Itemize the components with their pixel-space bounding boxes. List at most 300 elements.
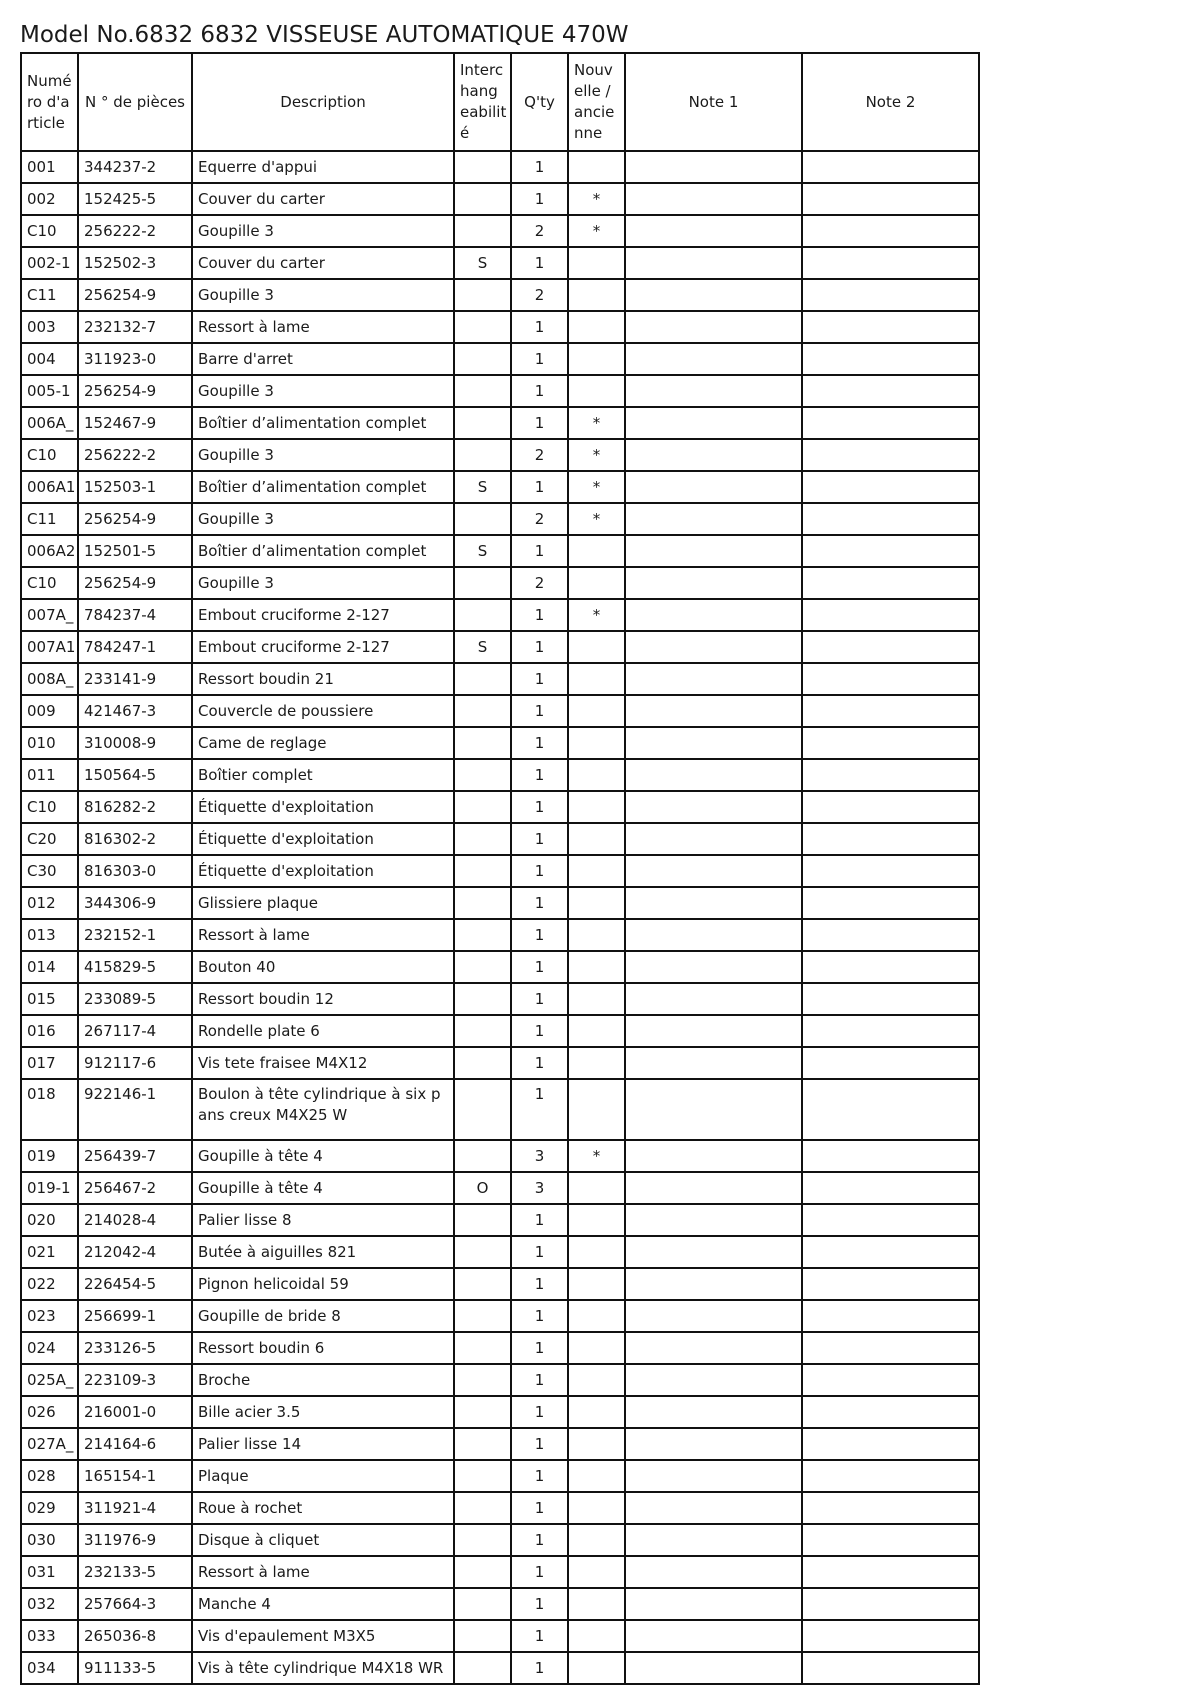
cell-description: Étiquette d'exploitation [192,855,454,887]
cell-interchangeability [454,1015,511,1047]
cell-note-1 [625,311,802,343]
parts-table-body [21,151,979,1684]
cell-item-no: 009 [21,695,78,727]
cell-description: Broche [192,1364,454,1396]
table-row [21,759,979,791]
cell-description: Embout cruciforme 2-127 [192,631,454,663]
cell-item-no: 006A2 [21,535,78,567]
cell-note-2 [802,1396,979,1428]
cell-description: Ressort boudin 21 [192,663,454,695]
cell-description: Vis à tête cylindrique M4X18 WR [192,1652,454,1684]
cell-note-1 [625,407,802,439]
table-row [21,1524,979,1556]
table-row [21,1079,979,1140]
cell-description: Ressort boudin 6 [192,1332,454,1364]
table-row [21,1140,979,1172]
cell-qty: 1 [511,599,568,631]
cell-description: Barre d'arret [192,343,454,375]
cell-item-no: C10 [21,567,78,599]
cell-interchangeability [454,279,511,311]
cell-note-1 [625,1492,802,1524]
cell-note-2 [802,1588,979,1620]
header-interchangeability: Interc hang eabilit é [454,53,511,151]
cell-interchangeability [454,311,511,343]
cell-part-no: 816303-0 [78,855,192,887]
cell-qty: 1 [511,695,568,727]
cell-new-old [568,983,625,1015]
cell-interchangeability [454,1556,511,1588]
cell-interchangeability [454,823,511,855]
cell-new-old [568,1492,625,1524]
cell-note-1 [625,823,802,855]
table-row [21,375,979,407]
cell-item-no: 031 [21,1556,78,1588]
cell-note-1 [625,1140,802,1172]
cell-interchangeability [454,343,511,375]
cell-interchangeability [454,1396,511,1428]
table-row [21,1172,979,1204]
cell-part-no: 256699-1 [78,1300,192,1332]
cell-description: Couver du carter [192,247,454,279]
cell-description: Equerre d'appui [192,151,454,183]
cell-note-1 [625,1588,802,1620]
cell-new-old [568,1015,625,1047]
table-row [21,215,979,247]
cell-note-2 [802,567,979,599]
cell-description: Plaque [192,1460,454,1492]
cell-note-1 [625,1652,802,1684]
page-title: Model No.6832 6832 VISSEUSE AUTOMATIQUE 470W [20,22,629,48]
cell-part-no: 256467-2 [78,1172,192,1204]
cell-description: Ressort à lame [192,311,454,343]
cell-note-1 [625,727,802,759]
cell-qty: 1 [511,1524,568,1556]
cell-part-no: 256222-2 [78,439,192,471]
cell-new-old [568,1652,625,1684]
cell-note-2 [802,375,979,407]
table-row [21,727,979,759]
cell-part-no: 214028-4 [78,1204,192,1236]
cell-note-2 [802,439,979,471]
cell-note-2 [802,727,979,759]
cell-new-old [568,855,625,887]
cell-qty: 1 [511,1652,568,1684]
cell-note-1 [625,151,802,183]
table-row [21,919,979,951]
cell-new-old [568,631,625,663]
cell-part-no: 165154-1 [78,1460,192,1492]
cell-item-no: 013 [21,919,78,951]
cell-interchangeability: S [454,471,511,503]
cell-item-no: 005-1 [21,375,78,407]
table-row [21,183,979,215]
cell-note-1 [625,375,802,407]
cell-note-1 [625,887,802,919]
cell-note-2 [802,1015,979,1047]
cell-qty: 1 [511,1492,568,1524]
cell-note-1 [625,503,802,535]
cell-note-1 [625,1396,802,1428]
cell-item-no: 023 [21,1300,78,1332]
cell-note-1 [625,695,802,727]
cell-qty: 2 [511,503,568,535]
table-row [21,535,979,567]
cell-part-no: 226454-5 [78,1268,192,1300]
cell-note-1 [625,1015,802,1047]
cell-item-no: C30 [21,855,78,887]
cell-note-1 [625,1620,802,1652]
cell-note-1 [625,791,802,823]
cell-note-2 [802,1524,979,1556]
table-row [21,791,979,823]
cell-new-old [568,1079,625,1140]
table-row [21,439,979,471]
cell-interchangeability [454,855,511,887]
cell-note-2 [802,471,979,503]
cell-note-2 [802,215,979,247]
cell-note-1 [625,951,802,983]
cell-new-old [568,663,625,695]
cell-part-no: 421467-3 [78,695,192,727]
cell-note-1 [625,1556,802,1588]
cell-item-no: 003 [21,311,78,343]
cell-qty: 1 [511,1460,568,1492]
parts-table [20,52,980,1685]
cell-item-no: 001 [21,151,78,183]
cell-note-2 [802,151,979,183]
cell-part-no: 784237-4 [78,599,192,631]
cell-description: Roue à rochet [192,1492,454,1524]
cell-new-old [568,151,625,183]
cell-interchangeability [454,791,511,823]
cell-part-no: 912117-6 [78,1047,192,1079]
cell-item-no: 007A_ [21,599,78,631]
cell-note-2 [802,311,979,343]
cell-note-2 [802,279,979,311]
cell-item-no: 033 [21,1620,78,1652]
cell-interchangeability [454,1236,511,1268]
table-row [21,1620,979,1652]
cell-qty: 1 [511,887,568,919]
cell-note-1 [625,1172,802,1204]
cell-note-1 [625,439,802,471]
cell-interchangeability [454,1079,511,1140]
cell-item-no: 028 [21,1460,78,1492]
cell-interchangeability [454,1524,511,1556]
table-row [21,279,979,311]
cell-new-old [568,1236,625,1268]
cell-new-old [568,1556,625,1588]
cell-part-no: 344237-2 [78,151,192,183]
cell-note-1 [625,663,802,695]
cell-description: Boîtier d’alimentation complet [192,535,454,567]
cell-note-2 [802,183,979,215]
cell-note-2 [802,1556,979,1588]
cell-qty: 3 [511,1172,568,1204]
table-row [21,951,979,983]
cell-note-2 [802,599,979,631]
cell-item-no: 010 [21,727,78,759]
cell-item-no: 002-1 [21,247,78,279]
cell-note-1 [625,1204,802,1236]
cell-note-1 [625,1300,802,1332]
cell-description: Goupille 3 [192,503,454,535]
table-row [21,823,979,855]
cell-new-old [568,1300,625,1332]
cell-description: Glissiere plaque [192,887,454,919]
cell-part-no: 232133-5 [78,1556,192,1588]
cell-part-no: 152501-5 [78,535,192,567]
cell-part-no: 816302-2 [78,823,192,855]
cell-description: Ressort à lame [192,1556,454,1588]
cell-new-old [568,791,625,823]
header-note-2: Note 2 [802,53,979,151]
cell-note-1 [625,855,802,887]
cell-item-no: 026 [21,1396,78,1428]
cell-item-no: 018 [21,1079,78,1140]
cell-part-no: 232152-1 [78,919,192,951]
cell-note-2 [802,503,979,535]
cell-new-old [568,1364,625,1396]
cell-interchangeability [454,151,511,183]
cell-note-1 [625,1047,802,1079]
cell-qty: 1 [511,407,568,439]
cell-part-no: 265036-8 [78,1620,192,1652]
cell-item-no: 012 [21,887,78,919]
cell-qty: 2 [511,567,568,599]
cell-note-2 [802,1079,979,1140]
cell-part-no: 310008-9 [78,727,192,759]
cell-description: Butée à aiguilles 821 [192,1236,454,1268]
cell-qty: 1 [511,375,568,407]
cell-new-old [568,1172,625,1204]
table-row [21,1332,979,1364]
cell-part-no: 311923-0 [78,343,192,375]
table-row [21,471,979,503]
cell-qty: 1 [511,343,568,375]
cell-note-1 [625,343,802,375]
cell-item-no: C10 [21,791,78,823]
table-row [21,1460,979,1492]
cell-description: Came de reglage [192,727,454,759]
cell-qty: 1 [511,151,568,183]
cell-qty: 1 [511,183,568,215]
cell-part-no: 216001-0 [78,1396,192,1428]
cell-part-no: 233126-5 [78,1332,192,1364]
table-row [21,343,979,375]
cell-interchangeability [454,215,511,247]
cell-part-no: 311976-9 [78,1524,192,1556]
table-row [21,663,979,695]
table-row [21,1268,979,1300]
cell-interchangeability [454,183,511,215]
cell-note-2 [802,1332,979,1364]
cell-interchangeability [454,983,511,1015]
cell-interchangeability [454,1300,511,1332]
cell-note-1 [625,471,802,503]
cell-interchangeability [454,695,511,727]
cell-part-no: 256254-9 [78,279,192,311]
cell-note-1 [625,1460,802,1492]
cell-part-no: 256439-7 [78,1140,192,1172]
cell-interchangeability [454,599,511,631]
cell-qty: 1 [511,1428,568,1460]
cell-description: Vis d'epaulement M3X5 [192,1620,454,1652]
cell-interchangeability [454,567,511,599]
cell-qty: 1 [511,311,568,343]
cell-description: Embout cruciforme 2-127 [192,599,454,631]
cell-new-old: * [568,1140,625,1172]
cell-note-1 [625,1524,802,1556]
cell-part-no: 152502-3 [78,247,192,279]
cell-note-1 [625,759,802,791]
cell-note-2 [802,1236,979,1268]
cell-note-1 [625,1079,802,1140]
cell-qty: 1 [511,663,568,695]
cell-description: Pignon helicoidal 59 [192,1268,454,1300]
cell-description: Manche 4 [192,1588,454,1620]
cell-new-old [568,311,625,343]
cell-interchangeability: S [454,247,511,279]
cell-item-no: C11 [21,503,78,535]
cell-new-old [568,1204,625,1236]
cell-description: Couver du carter [192,183,454,215]
cell-part-no: 152503-1 [78,471,192,503]
cell-qty: 1 [511,951,568,983]
cell-qty: 1 [511,1015,568,1047]
cell-qty: 2 [511,279,568,311]
cell-item-no: 016 [21,1015,78,1047]
table-row [21,1588,979,1620]
cell-part-no: 256254-9 [78,567,192,599]
cell-description: Goupille 3 [192,215,454,247]
cell-note-1 [625,215,802,247]
cell-interchangeability [454,759,511,791]
cell-item-no: 019-1 [21,1172,78,1204]
table-row [21,1015,979,1047]
cell-new-old [568,1396,625,1428]
cell-note-1 [625,535,802,567]
table-row [21,151,979,183]
cell-part-no: 415829-5 [78,951,192,983]
cell-new-old [568,1047,625,1079]
cell-new-old [568,535,625,567]
cell-description: Goupille à tête 4 [192,1172,454,1204]
cell-item-no: 030 [21,1524,78,1556]
cell-qty: 1 [511,1047,568,1079]
cell-description: Disque à cliquet [192,1524,454,1556]
cell-description: Bouton 40 [192,951,454,983]
cell-note-2 [802,1492,979,1524]
cell-item-no: 007A1 [21,631,78,663]
cell-part-no: 223109-3 [78,1364,192,1396]
table-row [21,1396,979,1428]
cell-note-1 [625,919,802,951]
cell-part-no: 152425-5 [78,183,192,215]
cell-new-old [568,695,625,727]
cell-description: Vis tete fraisee M4X12 [192,1047,454,1079]
cell-qty: 1 [511,1332,568,1364]
cell-note-1 [625,1332,802,1364]
cell-item-no: 006A_ [21,407,78,439]
cell-description: Couvercle de poussiere [192,695,454,727]
table-row [21,631,979,663]
cell-new-old: * [568,471,625,503]
cell-note-2 [802,1204,979,1236]
cell-qty: 1 [511,631,568,663]
cell-note-2 [802,631,979,663]
cell-description: Goupille 3 [192,279,454,311]
cell-part-no: 233141-9 [78,663,192,695]
cell-description: Bille acier 3.5 [192,1396,454,1428]
cell-new-old: * [568,599,625,631]
cell-part-no: 256222-2 [78,215,192,247]
header-note-1: Note 1 [625,53,802,151]
cell-qty: 1 [511,727,568,759]
cell-interchangeability [454,1588,511,1620]
cell-qty: 1 [511,1588,568,1620]
cell-new-old [568,247,625,279]
cell-description: Palier lisse 8 [192,1204,454,1236]
cell-qty: 1 [511,535,568,567]
cell-part-no: 232132-7 [78,311,192,343]
cell-new-old [568,567,625,599]
header-part-no: N ° de pièces [78,53,192,151]
cell-note-2 [802,663,979,695]
cell-qty: 1 [511,1079,568,1140]
cell-part-no: 922146-1 [78,1079,192,1140]
cell-note-2 [802,247,979,279]
cell-note-1 [625,1428,802,1460]
cell-qty: 1 [511,791,568,823]
cell-note-2 [802,1300,979,1332]
cell-description: Goupille 3 [192,567,454,599]
cell-interchangeability: S [454,631,511,663]
cell-description: Goupille 3 [192,375,454,407]
cell-part-no: 150564-5 [78,759,192,791]
cell-new-old [568,1620,625,1652]
cell-qty: 1 [511,759,568,791]
cell-part-no: 214164-6 [78,1428,192,1460]
cell-item-no: 019 [21,1140,78,1172]
cell-description: Boîtier d’alimentation complet [192,407,454,439]
table-row [21,1492,979,1524]
header-item-no: Numé ro d'a rticle [21,53,78,151]
cell-qty: 1 [511,1236,568,1268]
cell-new-old: * [568,503,625,535]
header-qty: Q'ty [511,53,568,151]
table-row [21,1428,979,1460]
cell-interchangeability [454,1364,511,1396]
table-row [21,887,979,919]
table-header-row [21,53,979,151]
cell-interchangeability [454,1140,511,1172]
cell-item-no: 014 [21,951,78,983]
cell-note-2 [802,1460,979,1492]
cell-qty: 1 [511,919,568,951]
cell-item-no: 032 [21,1588,78,1620]
cell-part-no: 344306-9 [78,887,192,919]
cell-interchangeability [454,407,511,439]
cell-part-no: 816282-2 [78,791,192,823]
cell-note-2 [802,887,979,919]
cell-note-1 [625,247,802,279]
cell-qty: 3 [511,1140,568,1172]
cell-new-old: * [568,439,625,471]
cell-new-old [568,727,625,759]
cell-item-no: 004 [21,343,78,375]
cell-note-2 [802,343,979,375]
